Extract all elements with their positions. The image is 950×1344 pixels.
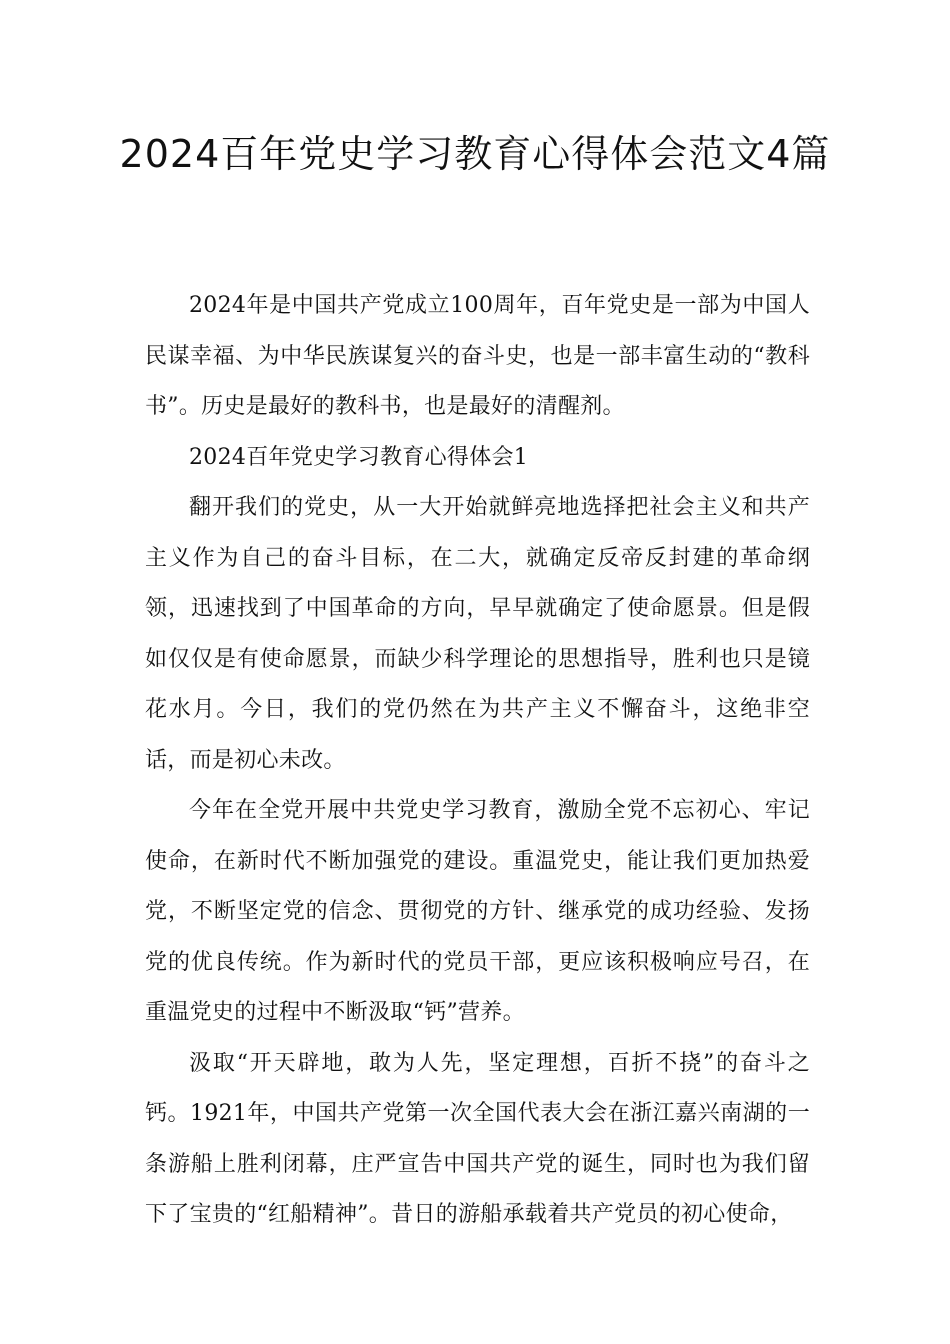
body-paragraph: 汲取“开天辟地，敢为人先，坚定理想，百折不挠”的奋斗之钙。1921年，中国共产党第一次全国代表大会在浙江嘉兴南湖的一条游船上胜利闭幕，庄严宣告中国共产党的诞生，同时也为我们留下了宝贵的“红船精神”。昔日的游船承载着共产党员的初心使命， [145, 1050, 810, 1227]
document-title: 2024百年党史学习教育心得体会范文4篇 [119, 132, 831, 176]
body-paragraph: 翻开我们的党史，从一大开始就鲜亮地选择把社会主义和共产主义作为自己的奋斗目标，在二大，就确定反帝反封建的革命纲领，迅速找到了中国革命的方向，早早就确定了使命愿景。但是假如仅仅是有使命愿景，而缺少科学理论的思想指导，胜利也只是镜花水月。今日，我们的党仍然在为共产主义不懈奋斗，这绝非空话，而是初心未改。 [145, 495, 810, 773]
section-heading: 2024百年党史学习教育心得体会1 [189, 444, 529, 470]
document-body [145, 281, 810, 1241]
intro-paragraph: 2024年是中国共产党成立100周年，百年党史是一部为中国人民谋幸福、为中华民族谋复兴的奋斗史，也是一部丰富生动的“教科书”。历史是最好的教科书，也是最好的清醒剂。 [145, 293, 810, 419]
body-paragraph: 今年在全党开展中共党史学习教育，激励全党不忘初心、牢记使命，在新时代不断加强党的建设。重温党史，能让我们更加热爱党，不断坚定党的信念、贯彻党的方针、继承党的成功经验、发扬党的优良传统。作为新时代的党员干部，更应该积极响应号召，在重温党史的过程中不断汲取“钙”营养。 [145, 798, 810, 1025]
